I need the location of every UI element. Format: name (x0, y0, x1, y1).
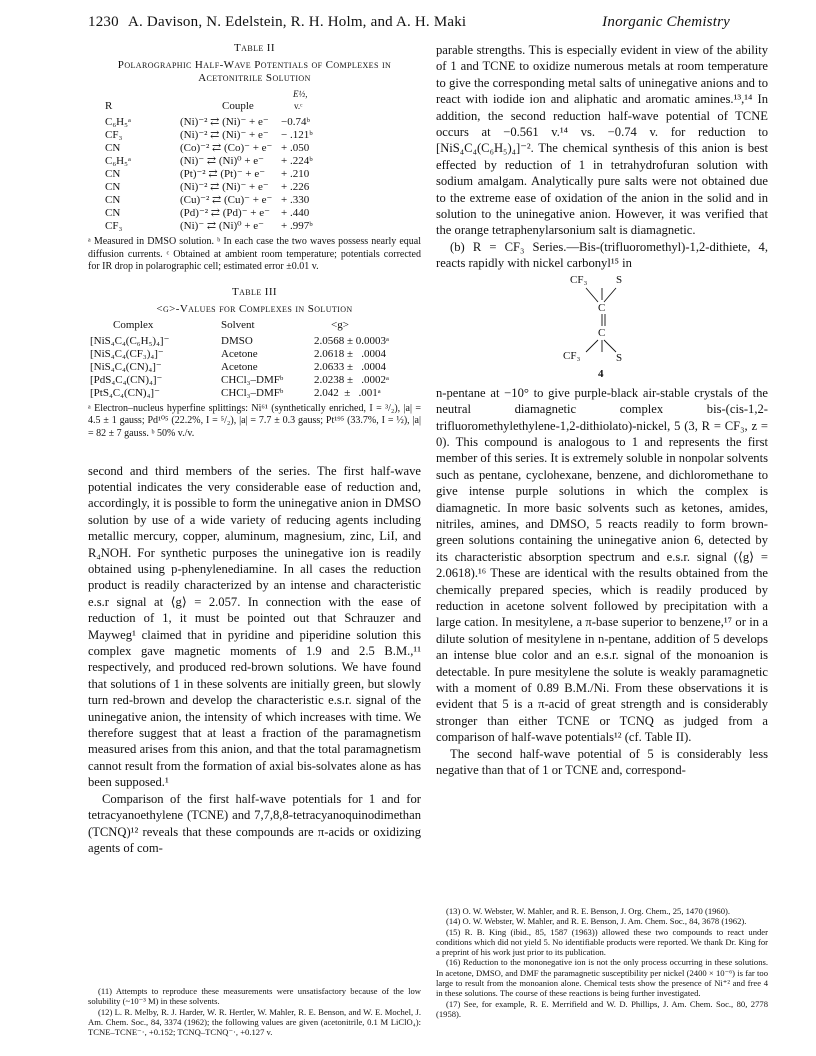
footnote: (12) L. R. Melby, R. J. Harder, W. R. Hertler, W. Mahler, R. E. Benson, and W. E. Mochel, J. Am. Chem. Soc., 84, 3374 (1962); the following values are given (acetonitrile, 0.1 M LiClO₄): TCNE–TCNE⁻·, +0.152; TCNQ–TCNQ⁻·, +0.127 v. (88, 1006, 421, 1038)
paragraph: parable strengths. This is especially evident in view of the ability of 1 and TCNE to oxidize numerous metals at room temperature to give the corresponding metal salts of uninegative anions and to react with iodide ion and aliphatic and aromatic amines.¹³,¹⁴ In addition, the second reduction half-wave potential of TCNE occurs at −0.561 v.¹⁴ vs. −0.74 v. for reduction to [NiS₄C₄(C₆H₅)₄]⁻². The chemical synthesis of this anion is best effected by reduction of 1 in tetrahydrofuran solution with sodium amalgam. Analytically pure salts were not obtained due to the extreme ease of oxidation of the anion in the solid and in solution to the uninegative anion. However, it was verified that the orange tetraphenylarsonium salt is diamagnetic. (436, 43, 768, 238)
table-row: C₆H₅ᵃ (Ni)⁻² ⇄ (Ni)⁻ + e⁻ −0.74ᵇ (105, 116, 310, 128)
table-row: [PdS₄C₄(CN)₄]⁻ CHCl₃–DMFᵇ 2.0238 ± .0002ᵃ (90, 373, 390, 386)
table-2-title: Table II (234, 42, 275, 54)
footnote: (11) Attempts to reproduce these measurements were unsatisfactory because of the low solubility (~10⁻³ M) in these solvents. (88, 986, 421, 1007)
table-2-header-e-1: E½, (293, 89, 308, 99)
footnote: (15) R. B. King (ibid., 85, 1587 (1963)) allowed these two compounds to react under conditions which did not yield 5. No identifiable products were reported. We thank Dr. King for a preprint of his work just prior to its publication. (436, 926, 768, 958)
table-3-header-row (88, 319, 421, 332)
structure-atom: S (616, 273, 623, 286)
table-row: CF₃ (Ni)⁻² ⇄ (Ni)⁻ + e⁻ − .121ᵇ (105, 129, 313, 141)
table-3-header-g: <g> (331, 318, 349, 331)
table-row: [NiS₄C₄(CF₃)₄]⁻ Acetone 2.0618 ± .0004 (90, 347, 387, 360)
footnote: (13) O. W. Webster, W. Mahler, and R. E. Benson, J. Org. Chem., 25, 1470 (1960). (446, 906, 731, 916)
table-3-header-complex: Complex (113, 318, 154, 331)
table-2 (88, 42, 421, 274)
structure-label: 4 (598, 367, 604, 380)
table-2-header-couple: Couple (222, 100, 254, 112)
paragraph: second and third members of the series. The first half-wave potential indicates the very considerable ease of reduction and, accordingly, it is possible to form the uninegative anion in DMSO solution by use of a wide variety of reducing agents including metallic mercury, copper, aluminum, magnesium, zinc, LiI, and R₄NOH. For synthetic purposes the uninegative ion is readily obtained using p-phenylenediamine. In all cases the reduction product is readily characterized by an intense and characteristic e.s.r signal at ⟨g⟩ = 2.057. In connection with the ease of reduction of 1, it must be pointed out that Schrauzer and Mayweg¹ claimed that in pyridine and piperidine solution this complex gave magnetic moments of 1.9 and 2.5 B.M.,¹¹ respectively, and produced red-brown solutions. We have found that solutions of 1 in these solvents are initially green, but slowly turn red-brown and develop the characteristic e.s.r. signal of the uninegative anion, the intensity of which increases with time. We therefore suggest that at least a fraction of the paramagnetism measured arises from this anion, and that the total paramagnetism cannot result from the formation of axial bis-solvates alone as has been supposed.¹ (88, 463, 421, 790)
paragraph: The second half-wave potential of 5 is considerably less negative than that of 1 or TCNE and, correspond- (436, 746, 768, 778)
table-2-header-r: R (105, 100, 113, 112)
paragraph: n-pentane at −10° to give purple-black air-stable crystals of the neutral diamagnetic complex bis-(cis-1,2-trifluoromethylethylene-1,2-dithiolato)-nickel, 5 (3, R = CF₃, z = 0). This compound is analogous to 1 and represents the first member of this series. It is extremely soluble in nonpolar solvents such as pentane, cyclohexane, benzene, and dichloromethane to give intense purple solutions in which the complex is diamagnetic. In more basic solvents such as ketones, amides, nitriles, amines, and DMSO, 5 reacts readily to form brown-green solutions containing the uninegative anion 6, detected by its characteristic absorption spectrum and e.s.r. signal (⟨g⟩ = 2.0618).¹⁶ These are identical with the results obtained from the chemically prepared species, which is readily produced by reduction in acetone solvent followed by precipitation with a large cation. In mesitylene, a π-base superior to benzene,¹⁷ or in a dilute solution of mesitylene in n-pentane, addition of 5 develops an intense blue color and an e.s.r. signal of the monoanion is detectable. In pure mesitylene the solute is weakly paramagnetic with a moment of 0.89 B.M./Ni. From these observations it is evident that 5 is a π-acid of great strength and is considerably stronger than either TCNE or TCNQ as judged from a comparison of half-wave potentials¹² (cf. Table II). (436, 385, 768, 745)
table-row: CN (Pd)⁻² ⇄ (Pd)⁻ + e⁻ + .440 (105, 207, 310, 219)
table-3-header-solvent: Solvent (221, 318, 255, 331)
left-footnotes (88, 986, 421, 1037)
journal-name: Inorganic Chemistry (602, 14, 730, 30)
table-2-header-e-2: v.ᶜ (294, 101, 303, 111)
page-number: 1230 (88, 14, 119, 30)
left-body-text (88, 463, 421, 857)
structure-atom: C (598, 326, 606, 339)
table-3-title: Table III (232, 285, 277, 298)
table-3-caption: <g>-Values for Complexes in Solution (156, 302, 353, 315)
structure-atom: S (616, 351, 623, 364)
table-row: [NiS₄C₄(C₆H₅)₄]⁻ DMSO 2.0568 ± 0.0003ᵃ (90, 334, 390, 347)
right-column (436, 42, 768, 1019)
table-row: [NiS₄C₄(CN)₄]⁻ Acetone 2.0633 ± .0004 (90, 360, 387, 373)
footnote: (14) O. W. Webster, W. Mahler, and R. E. Benson, J. Am. Chem. Soc., 84, 3678 (1962). (446, 916, 747, 927)
footnote: (16) Reduction to the mononegative ion is not the only process occurring in these solutions. In acetone, DMSO, and DMF the paramagnetic susceptibility per nickel (2400 × 10⁻⁶) is far too large to result from the monoanion alone. Chemical tests show the presence of Ni⁺² and free 4 in these solutions. The course of these reactions is being further investigated. (436, 957, 768, 999)
table-row: [PtS₄C₄(CN)₄]⁻ CHCl₃–DMFᵇ 2.042 ± .001ᵃ (90, 386, 381, 399)
footnote: (17) See, for example, R. E. Merrifield and W. D. Phillips, J. Am. Chem. Soc., 80, 2778 (1958). (436, 998, 768, 1019)
table-row: C₆H₅ᵃ (Ni)⁻ ⇄ (Ni)⁰ + e⁻ + .224ᵇ (105, 155, 313, 167)
structure-atom: CF₃ (563, 349, 581, 362)
table-row: CN (Cu)⁻² ⇄ (Cu)⁻ + e⁻ + .330 (105, 194, 310, 206)
left-column (88, 42, 421, 1038)
table-2-caption: Polarographic Half-Wave Potentials of Complexes in Acetonitrile Solution (117, 59, 392, 84)
table-row: CN (Co)⁻² ⇄ (Co)⁻ + e⁻ + .050 (105, 142, 310, 154)
dithiete-structure-4 (436, 272, 768, 382)
right-footnotes (436, 906, 768, 1019)
author-line: A. Davison, N. Edelstein, R. H. Holm, and A. H. Maki (128, 14, 467, 30)
table-row: CF₃ (Ni)⁻ ⇄ (Ni)⁰ + e⁻ + .997ᵇ (105, 220, 313, 232)
table-2-header-row (88, 100, 421, 113)
table-row: CN (Pt)⁻² ⇄ (Pt)⁻ + e⁻ + .210 (105, 168, 310, 180)
structure-atom: C (598, 301, 606, 314)
table-2-footnote: ᵃ Measured in DMSO solution. ᵇ In each case the two waves possess nearly equal diffusion currents. ᶜ Obtained at ambient room temperature; potentials corrected for IR drop in polarographic cell; estimated error ±0.01 v. (88, 236, 421, 273)
structure-atom: CF₃ (570, 273, 588, 286)
paragraph: (b) R = CF₃ Series.—Bis-(trifluoromethyl)-1,2-dithiete, 4, reacts rapidly with nickel carbonyl¹⁵ in (436, 239, 768, 271)
table-row: CN (Ni)⁻² ⇄ (Ni)⁻ + e⁻ + .226 (105, 181, 310, 193)
table-3-footnote: ᵃ Electron–nucleus hyperfine splittings: Ni⁶¹ (synthetically enriched, I = ³/₂), |a| = 4.5 ± 1 gauss; Pd¹⁰⁵ (22.2%, I = ⁵/₂), |a| = 7.7 ± 0.3 gauss; Pt¹⁹⁵ (33.7%, I = ½), |a| = 82 ± 7 gauss. ᵇ 50% v./v. (88, 402, 421, 439)
table-3 (88, 286, 421, 441)
paragraph: Comparison of the first half-wave potentials for 1 and for tetracyanoethylene (TCNE) and 7,7,8,8-tetracyanoquinodimethan (TCNQ)¹² reveals that these compounds are π-acids or oxidizing agents of com- (88, 791, 421, 855)
